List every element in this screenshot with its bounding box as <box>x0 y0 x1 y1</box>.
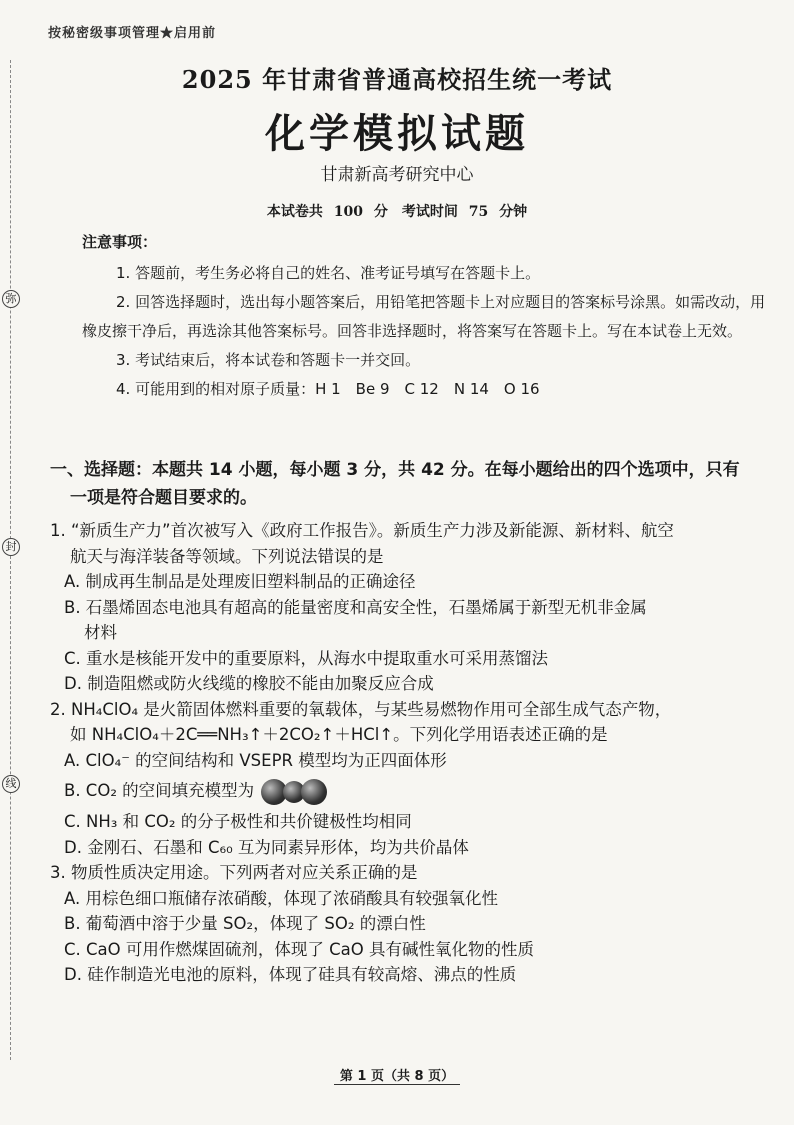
page-number: 第 1 页（共 8 页） <box>334 1069 460 1085</box>
question-stem <box>50 518 775 569</box>
question-stem-text: 如 NH₄ClO₄＋2C══NH₃↑＋2CO₂↑＋HCl↑。下列化学用语表述正确的是 <box>70 725 608 744</box>
page-footer <box>0 1065 794 1084</box>
option-c: C. CaO 可用作燃煤固硫剂，体现了 CaO 具有碱性氧化物的性质 <box>64 939 534 959</box>
question-1 <box>50 518 775 697</box>
question-stem-text: 1. “新质生产力”首次被写入《政府工作报告》。新质生产力涉及新能源、新材料、航空 <box>50 521 674 540</box>
option-a: A. 用棕色细口瓶储存浓硝酸，体现了浓硝酸具有较强氧化性 <box>64 888 498 908</box>
author-org: 甘肃新高考研究中心 <box>320 165 474 185</box>
question-stem-text: 航天与海洋装备等领域。下列说法错误的是 <box>70 546 384 566</box>
option-b <box>50 595 775 646</box>
question-stem: 3. 物质性质决定用途。下列两者对应关系正确的是 <box>50 863 418 882</box>
margin-mark-xian: 线 <box>2 775 20 793</box>
section-line: 一项是符合题目要求的。 <box>70 488 257 508</box>
section-line: 一、选择题：本题共 14 小题，每小题 3 分，共 42 分。在每小题给出的四个选项中，只有 <box>50 460 740 480</box>
margin-mark-mi: 弥 <box>2 290 20 308</box>
margin-mark-feng: 封 <box>2 538 20 556</box>
option-a: A. 制成再生制品是处理废旧塑料制品的正确途径 <box>64 572 416 591</box>
notice-heading: 注意事项： <box>82 233 158 251</box>
subject-title: 化学模拟试题 <box>265 110 529 157</box>
co2-space-filling-model-image <box>261 779 327 805</box>
option-d: D. 金刚石、石墨和 C₆₀ 互为同素异形体，均为共价晶体 <box>64 837 469 857</box>
question-stem <box>50 697 775 748</box>
option-d: D. 制造阻燃或防火线缆的橡胶不能由加聚反应合成 <box>64 674 434 693</box>
question-3 <box>50 860 775 988</box>
option-b-text-cont: 材料 <box>84 623 117 642</box>
exam-info: 本试卷共 100 分 考试时间 75 分钟 <box>266 204 528 220</box>
option-c: C. NH₃ 和 CO₂ 的分子极性和共价键极性均相同 <box>64 812 412 831</box>
option-a: A. ClO₄⁻ 的空间结构和 VSEPR 模型均为正四面体形 <box>64 750 447 770</box>
option-c: C. 重水是核能开发中的重要原料，从海水中提取重水可采用蒸馏法 <box>64 648 549 668</box>
notice-block <box>82 228 772 404</box>
question-2 <box>50 697 775 861</box>
section-heading <box>50 456 775 512</box>
notice-item: 3. 考试结束后，将本试卷和答题卡一并交回。 <box>116 351 421 369</box>
option-b-text: B. CO₂ 的空间填充模型为 <box>64 781 255 800</box>
confidential-note: 按秘密级事项管理★启用前 <box>48 26 217 41</box>
option-d: D. 硅作制造光电池的原料，体现了硅具有较高熔、沸点的性质 <box>64 965 517 984</box>
exam-title: 2025 年甘肃省普通高校招生统一考试 <box>181 65 613 94</box>
option-b-text: B. 石墨烯固态电池具有超高的能量密度和高安全性，石墨烯属于新型无机非金属 <box>64 597 647 617</box>
oxygen-atom-ball <box>301 779 327 805</box>
notice-item: 2. 回答选择题时，选出每小题答案后，用铅笔把答题卡上对应题目的答案标号涂黑。如需改动，用橡皮擦干净后，再选涂其他答案标号。回答非选择题时，将答案写在答题卡上。写在本试卷上无效。 <box>82 293 766 340</box>
notice-item: 4. 可能用到的相对原子质量：H 1 Be 9 C 12 N 14 O 16 <box>116 380 540 398</box>
option-b <box>50 773 775 809</box>
question-stem-text: 2. NH₄ClO₄ 是火箭固体燃料重要的氧载体，与某些易燃物作用可全部生成气态产物， <box>50 699 672 719</box>
questions-list <box>50 518 775 988</box>
notice-item: 1. 答题前，考生务必将自己的姓名、准考证号填写在答题卡上。 <box>116 264 541 282</box>
option-b: B. 葡萄酒中溶于少量 SO₂，体现了 SO₂ 的漂白性 <box>64 914 426 933</box>
